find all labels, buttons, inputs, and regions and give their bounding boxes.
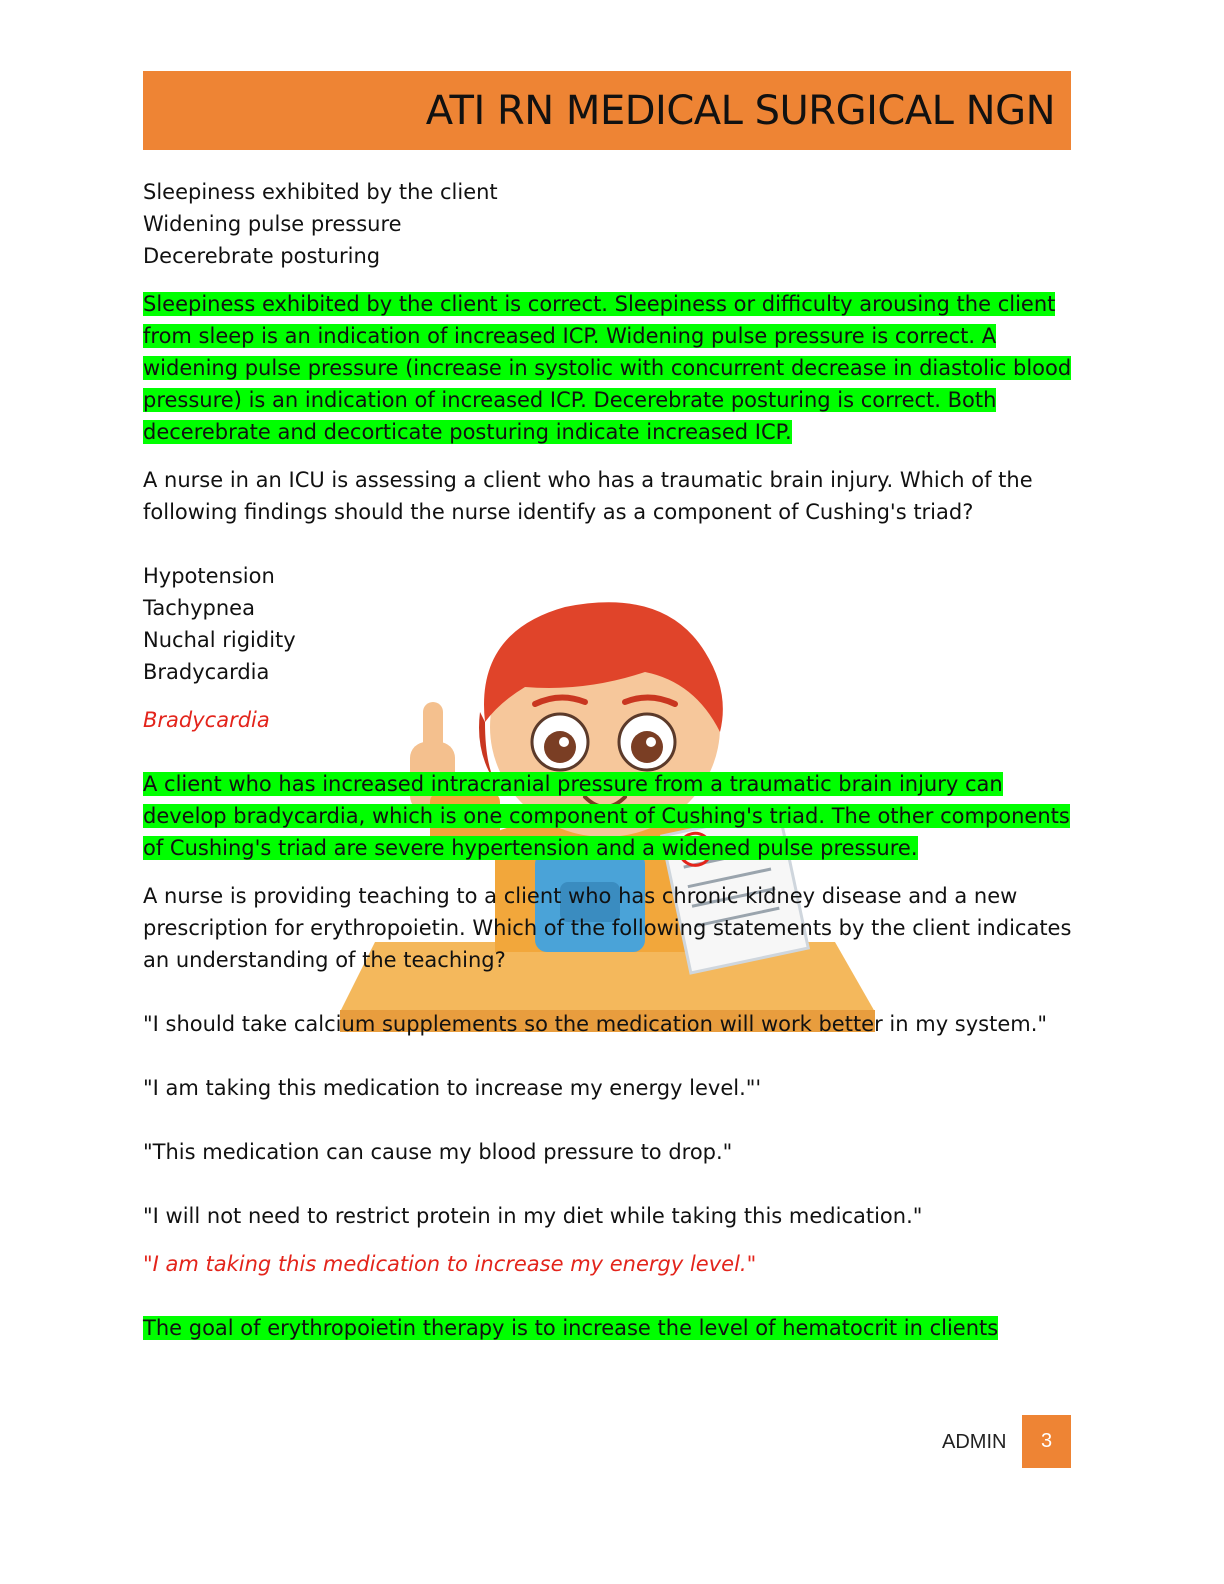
list-item: Decerebrate posturing (143, 244, 381, 268)
list-item: Nuchal rigidity (143, 628, 296, 652)
list-item: "This medication can cause my blood pressure to drop." (143, 1140, 733, 1164)
q2-answer: Bradycardia (143, 708, 270, 732)
q1-options (143, 176, 1073, 272)
page-number: 3 (1022, 1415, 1071, 1468)
list-item: "I am taking this medication to increase my energy level."' (143, 1076, 762, 1100)
footer-label: ADMIN (942, 1431, 1007, 1453)
list-item: Bradycardia (143, 660, 270, 684)
q1-rationale: Sleepiness exhibited by the client is correct. Sleepiness or difficulty arousing the client from sleep is an indication of increased ICP. Widening pulse pressure is correct. A widening pulse pressure (increase in systolic with concurrent decrease in diastolic blood pressure) is an indication of increased ICP. Decerebrate posturing is correct. Both decerebrate and decorticate posturing indicate increased ICP. (143, 292, 1072, 444)
header-bar (143, 71, 1071, 150)
q2-options (143, 560, 1073, 688)
page-title: ATI RN MEDICAL SURGICAL NGN (425, 88, 1055, 134)
list-item: "I should take calcium supplements so the medication will work better in my system." (143, 1012, 1048, 1036)
list-item: Hypotension (143, 564, 275, 588)
list-item: "I will not need to restrict protein in my diet while taking this medication." (143, 1204, 923, 1228)
q3-question: A nurse is providing teaching to a client who has chronic kidney disease and a new prescription for erythropoietin. Which of the following statements by the client indicates an understanding of the teaching? (143, 884, 1072, 972)
q3-answer: "I am taking this medication to increase my energy level." (143, 1252, 757, 1276)
q2-question: A nurse in an ICU is assessing a client who has a traumatic brain injury. Which of the following findings should the nurse identify as a component of Cushing's triad? (143, 468, 1033, 524)
list-item: Tachypnea (143, 596, 255, 620)
document-body (143, 176, 1073, 1344)
q2-rationale: A client who has increased intracranial pressure from a traumatic brain injury can develop bradycardia, which is one component of Cushing's triad. The other components of Cushing's triad are severe hypertension and a widened pulse pressure. (143, 772, 1070, 860)
list-item: Widening pulse pressure (143, 212, 402, 236)
list-item: Sleepiness exhibited by the client (143, 180, 498, 204)
q3-rationale: The goal of erythropoietin therapy is to increase the level of hematocrit in clients (143, 1316, 999, 1340)
